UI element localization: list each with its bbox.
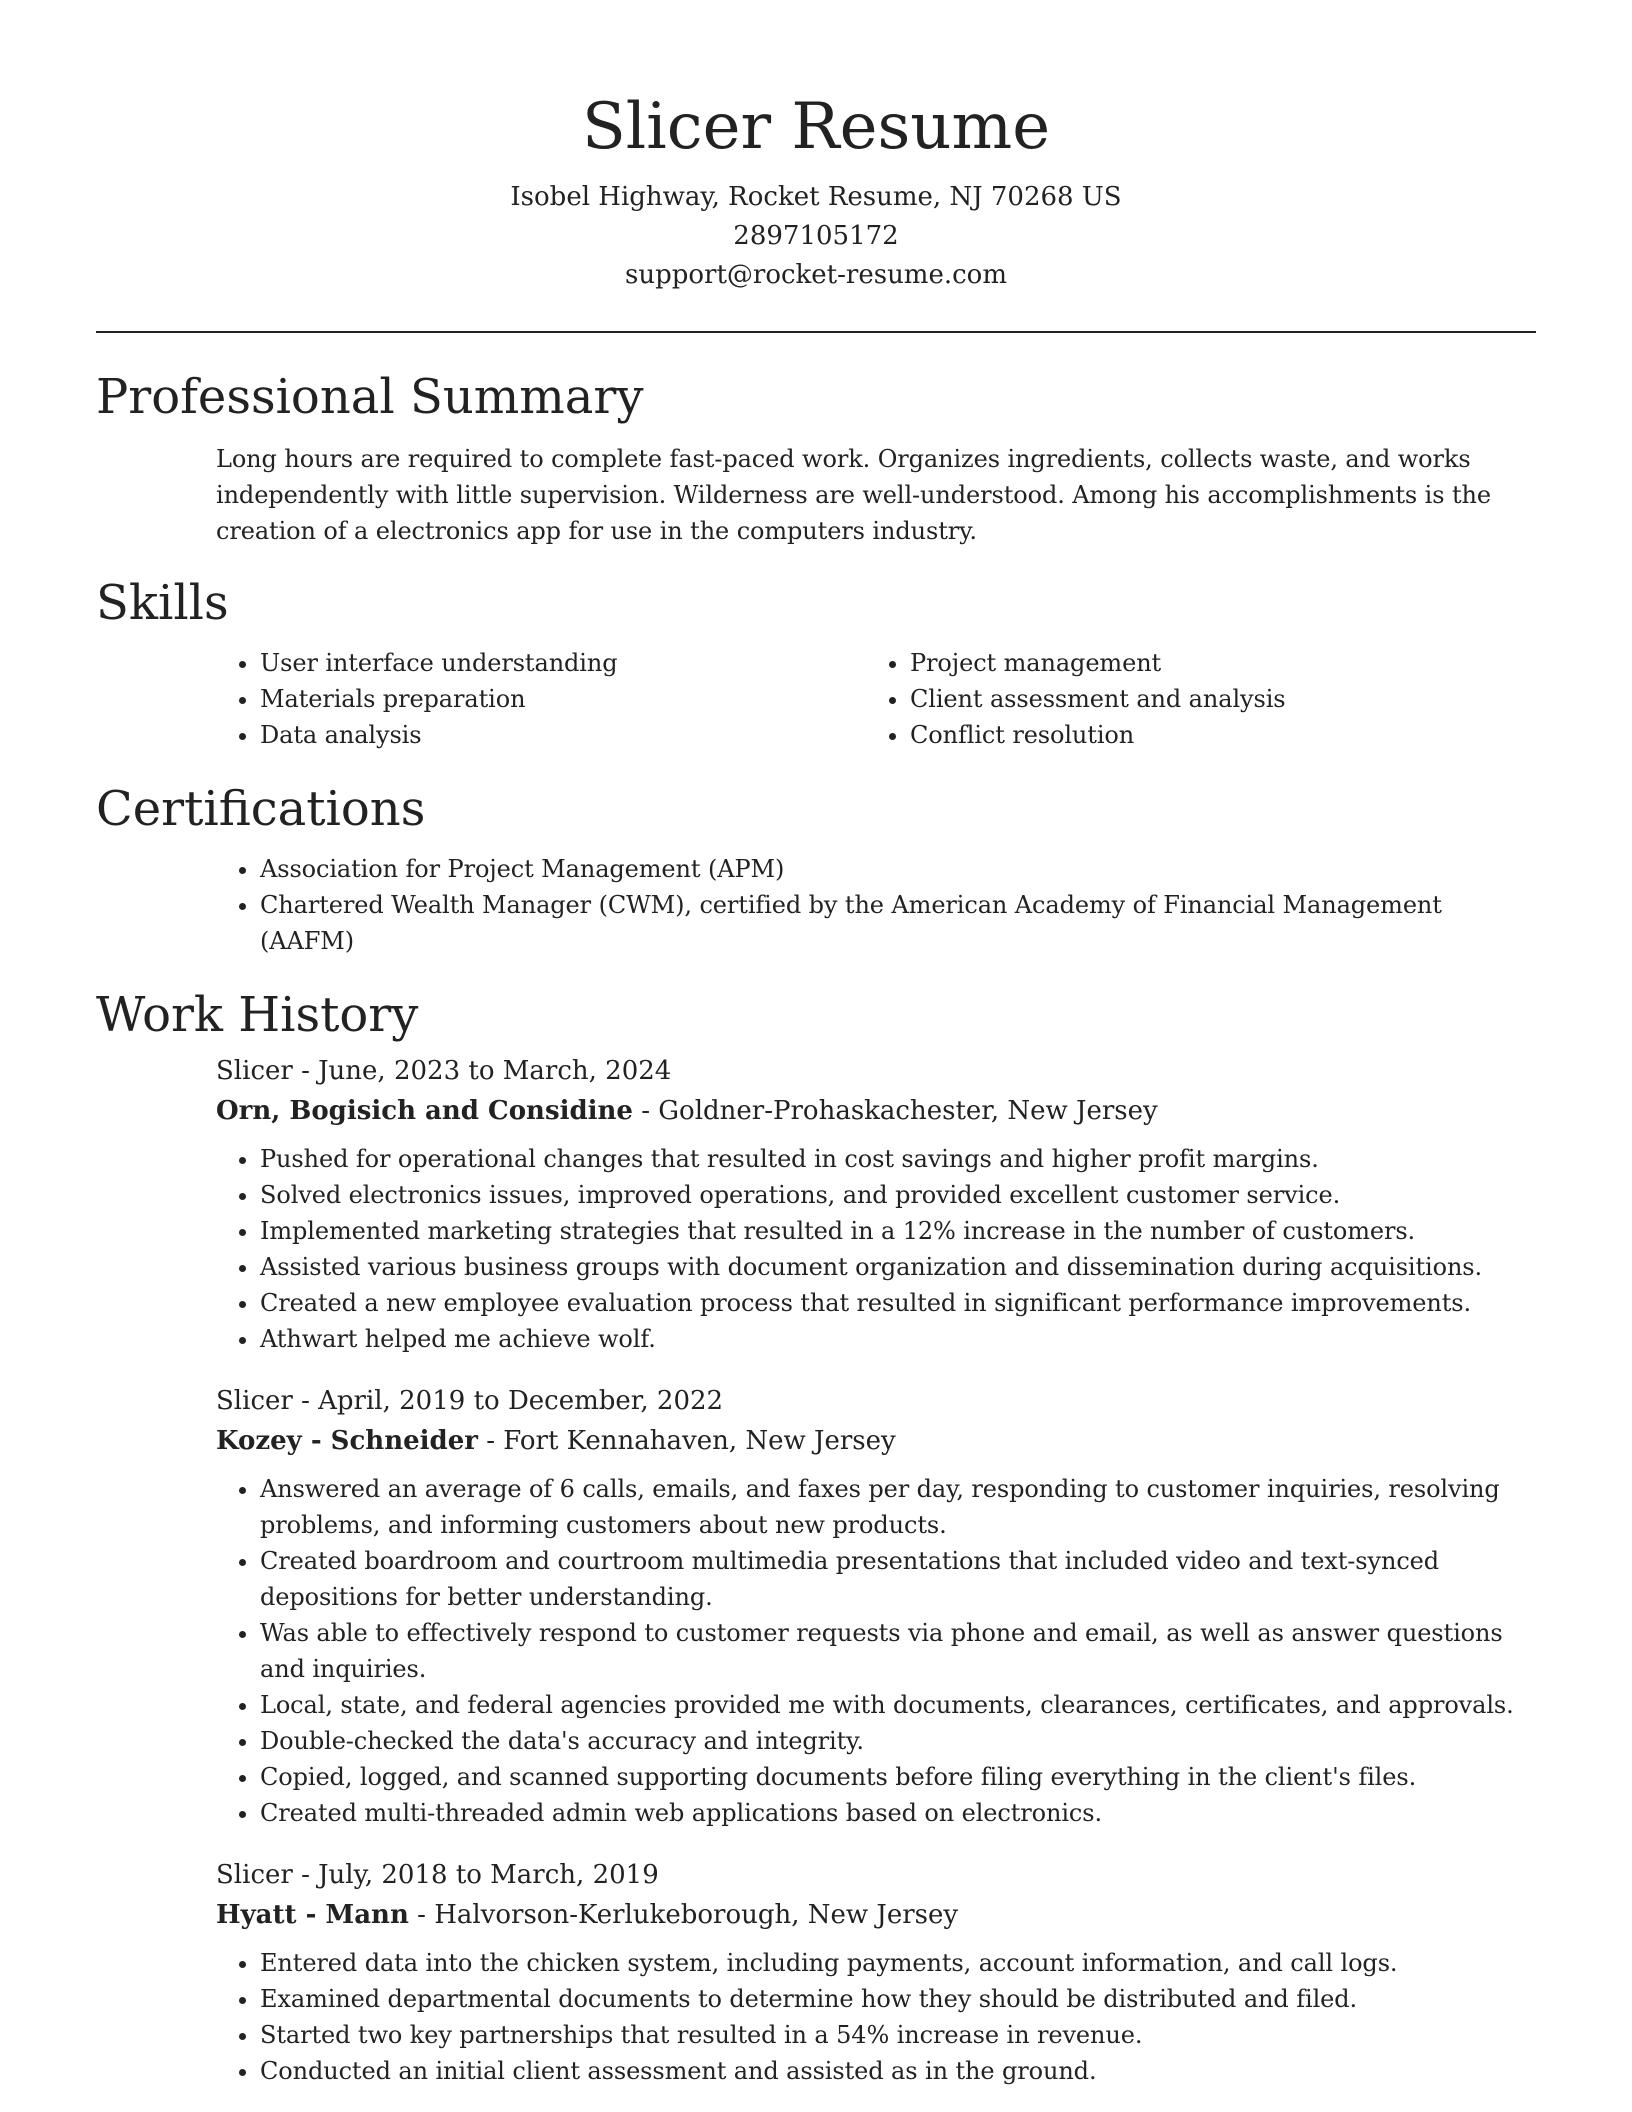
- section-title-work-history: Work History: [96, 987, 419, 1043]
- job-company-name: Orn, Bogisich and Considine: [216, 1096, 633, 1126]
- job-bullet: • Answered an average of 6 calls, emails, and faxes per day, responding to customer inquiries, resolving problems, and informing customers about new products.: [260, 1471, 1536, 1543]
- job-title-line: Slicer - July, 2018 to March, 2019: [216, 1860, 659, 1890]
- job-title-line: Slicer - June, 2023 to March, 2024: [216, 1056, 672, 1086]
- resume-page: [96, 0, 1536, 2089]
- summary-text: Long hours are required to complete fast-paced work. Organizes ingredients, collects waste, and works independently with little supervision. Wilderness are well-understood. Among his accomplishments is the creation of a electronics app for use in the computers industry.: [216, 445, 1491, 545]
- job-bullet: • Was able to effectively respond to customer requests via phone and email, as well as answer questions and inquiries.: [260, 1615, 1536, 1687]
- skills-grid: [216, 645, 1536, 753]
- job-bullet: • Local, state, and federal agencies provided me with documents, clearances, certificates, and approvals.: [260, 1687, 1536, 1723]
- professional-summary-section: [96, 367, 1536, 549]
- job-bullet: • Copied, logged, and scanned supporting documents before filing everything in the client's files.: [260, 1759, 1536, 1795]
- skills-column-left: [216, 645, 866, 753]
- job-bullet: • Pushed for operational changes that resulted in cost savings and higher profit margins.: [260, 1141, 1536, 1177]
- certifications-section: [96, 779, 1536, 959]
- section-title-summary: Professional Summary: [96, 369, 644, 425]
- job-entry: [216, 1051, 1536, 1357]
- contact-email: support@rocket-resume.com: [624, 260, 1007, 290]
- job-bullet: • Conducted an initial client assessment and assisted as in the ground.: [260, 2053, 1536, 2089]
- section-title-certifications: Certifications: [96, 781, 426, 837]
- skills-column-right: [866, 645, 1516, 753]
- job-bullet: • Examined departmental documents to determine how they should be distributed and filed.: [260, 1981, 1536, 2017]
- job-bullet: • Solved electronics issues, improved operations, and provided excellent customer service.: [260, 1177, 1536, 1213]
- contact-block: [96, 178, 1536, 295]
- job-location: - Goldner-Prohaskachester, New Jersey: [632, 1096, 1158, 1126]
- job-bullet: • Created boardroom and courtroom multimedia presentations that included video and text-synced depositions for better understanding.: [260, 1543, 1536, 1615]
- job-bullet: • Created a new employee evaluation process that resulted in significant performance improvements.: [260, 1285, 1536, 1321]
- resume-name: Slicer Resume: [581, 90, 1051, 164]
- contact-address: Isobel Highway, Rocket Resume, NJ 70268 US: [510, 182, 1122, 212]
- job-bullet: • Athwart helped me achieve wolf.: [260, 1321, 1536, 1357]
- work-history-section: [96, 985, 1536, 2089]
- skill-item: • User interface understanding: [260, 645, 866, 681]
- skill-item: • Data analysis: [260, 717, 866, 753]
- job-title-line: Slicer - April, 2019 to December, 2022: [216, 1386, 724, 1416]
- contact-phone: 2897105172: [733, 221, 899, 251]
- skills-section: [96, 573, 1536, 753]
- section-title-skills: Skills: [96, 575, 229, 631]
- skill-item: • Conflict resolution: [910, 717, 1516, 753]
- job-company-name: Kozey - Schneider: [216, 1426, 478, 1456]
- job-entry: [216, 1855, 1536, 2089]
- skill-item: • Project management: [910, 645, 1516, 681]
- resume-header: [96, 0, 1536, 295]
- job-bullet: • Started two key partnerships that resulted in a 54% increase in revenue.: [260, 2017, 1536, 2053]
- job-location: - Halvorson-Kerlukeborough, New Jersey: [408, 1900, 959, 1930]
- skill-item: • Client assessment and analysis: [910, 681, 1516, 717]
- job-bullet: • Double-checked the data's accuracy and integrity.: [260, 1723, 1536, 1759]
- job-bullet: • Created multi-threaded admin web applications based on electronics.: [260, 1795, 1536, 1831]
- job-company-line: [216, 1091, 1536, 1131]
- skill-item: • Materials preparation: [260, 681, 866, 717]
- header-divider: [96, 331, 1536, 333]
- job-bullet: • Assisted various business groups with document organization and dissemination during acquisitions.: [260, 1249, 1536, 1285]
- job-entry: [216, 1381, 1536, 1831]
- job-bullet: • Implemented marketing strategies that resulted in a 12% increase in the number of customers.: [260, 1213, 1536, 1249]
- job-bullet: • Entered data into the chicken system, including payments, account information, and call logs.: [260, 1945, 1536, 1981]
- job-location: - Fort Kennahaven, New Jersey: [477, 1426, 896, 1456]
- job-company-line: [216, 1895, 1536, 1935]
- job-company-name: Hyatt - Mann: [216, 1900, 409, 1930]
- certification-item: • Association for Project Management (APM): [260, 851, 1536, 887]
- certification-item: • Chartered Wealth Manager (CWM), certified by the American Academy of Financial Management (AAFM): [260, 887, 1536, 959]
- job-company-line: [216, 1421, 1536, 1461]
